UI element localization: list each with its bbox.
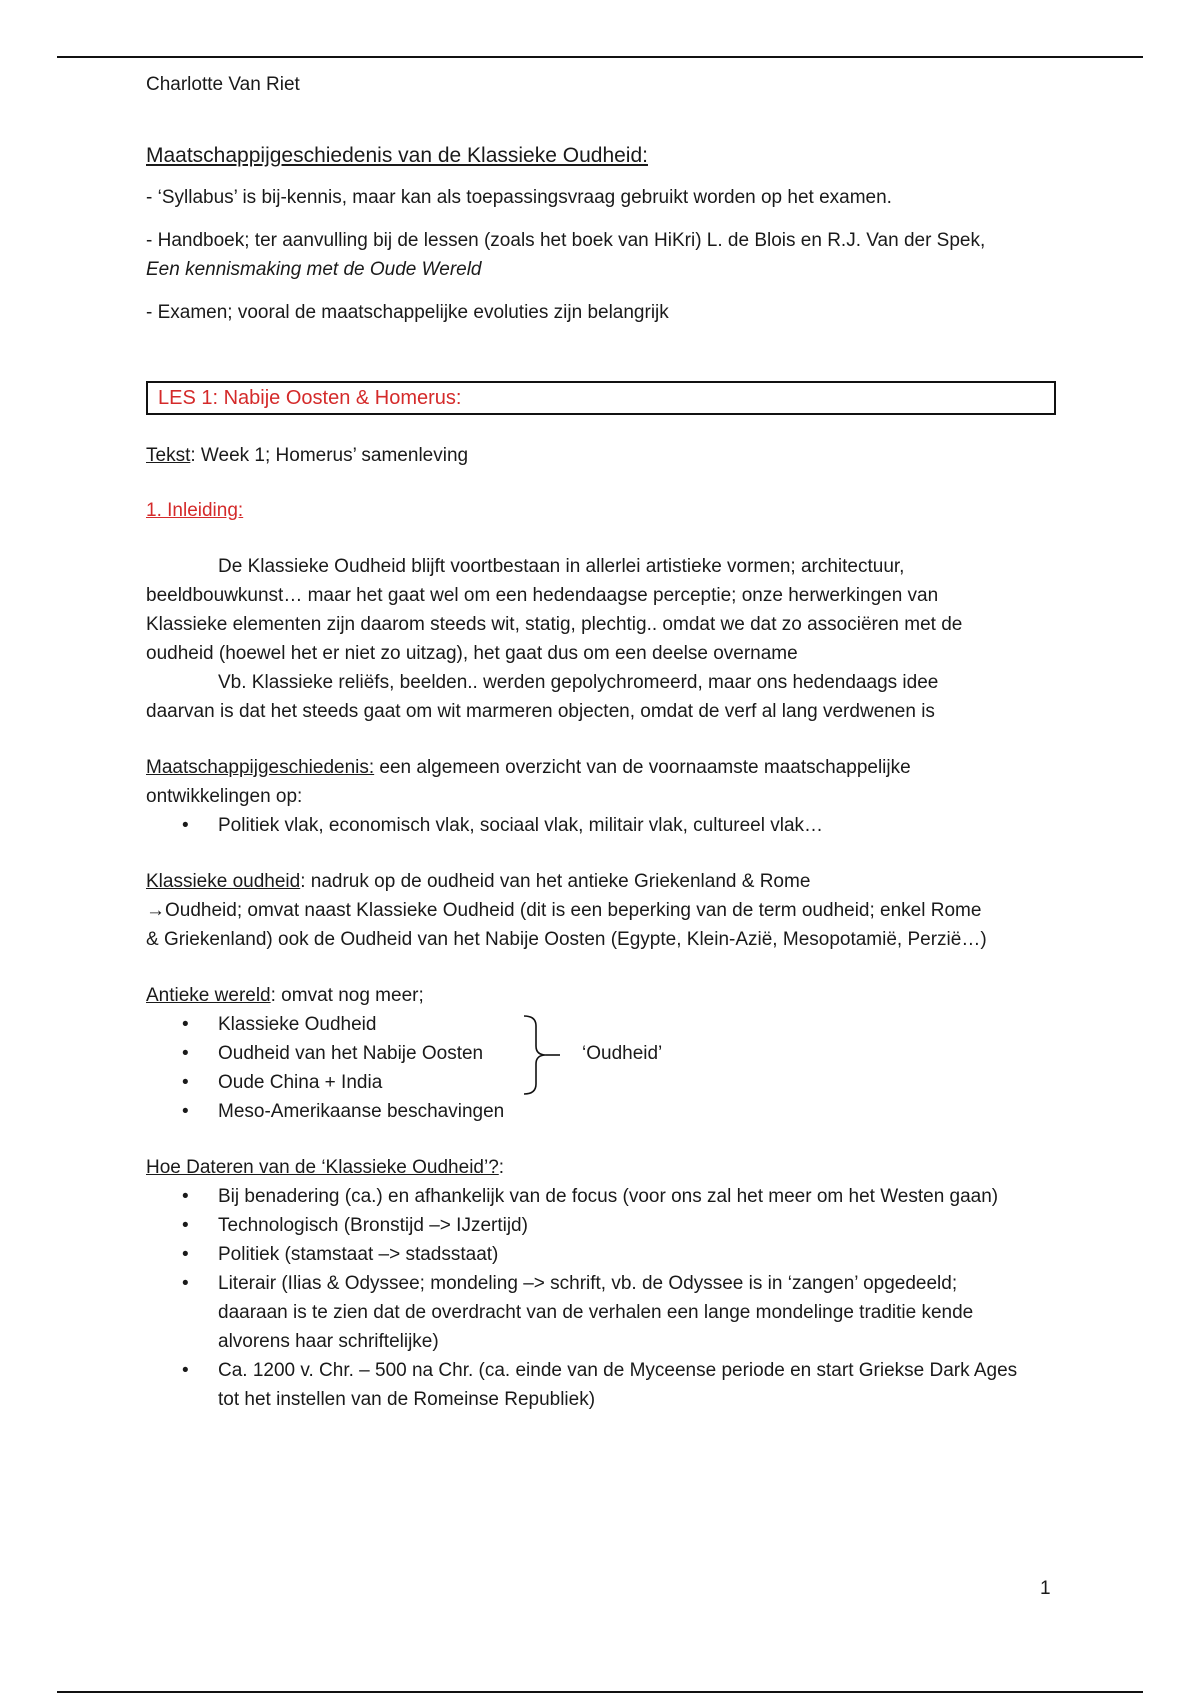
list-item-line: alvorens haar schriftelijke) bbox=[218, 1331, 439, 1352]
dateren-bullets bbox=[146, 1182, 1056, 1414]
maatschappij-bullets bbox=[146, 811, 1056, 840]
intro-handboek-line: - Handboek; ter aanvulling bij de lessen (zoals het boek van HiKri) L. de Blois en R.J. Van der Spek, bbox=[146, 230, 986, 251]
paragraph-line: Klassieke elementen zijn daarom steeds wit, statig, plechtig.. omdat we dat zo associëren met de bbox=[146, 614, 963, 635]
list-item bbox=[218, 1211, 1056, 1240]
lesson-title-box: LES 1: Nabije Oosten & Homerus: bbox=[146, 381, 1056, 415]
definition-term: Maatschappijgeschiedenis: bbox=[146, 757, 375, 778]
definition-line bbox=[146, 1153, 1056, 1182]
definition-text: : omvat nog meer; bbox=[270, 985, 424, 1006]
tekst-line bbox=[146, 441, 1056, 470]
maatschappij-definition bbox=[146, 753, 1056, 840]
intro-examen: - Examen; vooral de maatschappelijke evoluties zijn belangrijk bbox=[146, 302, 669, 323]
definition-term: Antieke wereld bbox=[146, 985, 271, 1006]
intro-syllabus: - ‘Syllabus’ is bij-kennis, maar kan als toepassingsvraag gebruikt worden op het examen. bbox=[146, 187, 892, 208]
intro-handboek-title bbox=[146, 255, 1056, 284]
definition-term: Klassieke oudheid bbox=[146, 871, 301, 892]
document-title: Maatschappijgeschiedenis van de Klassieke Oudheid: bbox=[146, 144, 648, 167]
tekst-value: : Week 1; Homerus’ samenleving bbox=[190, 445, 469, 466]
page-number: 1 bbox=[1040, 1578, 1051, 1599]
list-item-line: • Literair (Ilias & Odyssee; mondeling –> schrift, vb. de Odyssee is in ‘zangen’ opgedeeld; bbox=[218, 1273, 958, 1294]
antieke-bullets bbox=[146, 1010, 1056, 1126]
list-item-line: • Ca. 1200 v. Chr. – 500 na Chr. (ca. einde van de Myceense periode en start Griekse Dark Ages bbox=[218, 1360, 1018, 1381]
list-item-line: Technologisch (Bronstijd –> IJzertijd) bbox=[218, 1215, 528, 1236]
list-item: • Oude China + India bbox=[218, 1068, 1056, 1097]
definition-line bbox=[146, 867, 1056, 896]
paragraph-line: beeldbouwkunst… maar het gaat wel om een hedendaagse perceptie; onze herwerkingen van bbox=[146, 585, 939, 606]
section-heading-inleiding: 1. Inleiding: bbox=[146, 500, 244, 521]
book-title: Een kennismaking met de Oude Wereld bbox=[146, 259, 482, 280]
paragraph-line: De Klassieke Oudheid blijft voortbestaan in allerlei artistieke vormen; architectuur, bbox=[218, 556, 905, 577]
list-item: • Politiek vlak, economisch vlak, sociaal vlak, militair vlak, cultureel vlak… bbox=[218, 811, 1056, 840]
intro-handboek bbox=[146, 226, 1056, 284]
list-item bbox=[218, 1182, 1056, 1211]
author-name: Charlotte Van Riet bbox=[146, 74, 300, 95]
header-rule bbox=[57, 56, 1143, 58]
list-item: • Klassieke Oudheid bbox=[218, 1010, 1056, 1039]
definition-term: Hoe Dateren van de ‘Klassieke Oudheid’? bbox=[146, 1157, 499, 1178]
list-item-line: daaraan is te zien dat de overdracht van de verhalen een lange mondelinge traditie kende bbox=[218, 1302, 974, 1323]
definition-line bbox=[146, 753, 1056, 782]
oudheid-brace-label: ‘Oudheid’ bbox=[582, 1043, 663, 1064]
right-brace-icon bbox=[522, 1014, 562, 1096]
list-item: • Meso-Amerikaanse beschavingen bbox=[218, 1097, 1056, 1126]
list-item-line: Bij benadering (ca.) en afhankelijk van de focus (voor ons zal het meer om het Westen gaan) bbox=[218, 1186, 999, 1207]
definition-colon: : bbox=[498, 1157, 505, 1178]
definition-text: : nadruk op de oudheid van het antieke Griekenland & Rome bbox=[300, 871, 811, 892]
footer-rule bbox=[57, 1691, 1143, 1693]
inleiding-paragraph bbox=[146, 552, 1056, 726]
list-item bbox=[218, 1356, 1056, 1414]
definition-line: →Oudheid; omvat naast Klassieke Oudheid (dit is een beperking van de term oudheid; enkel Rome bbox=[146, 900, 982, 921]
klassieke-definition bbox=[146, 867, 1056, 954]
list-item bbox=[218, 1269, 1056, 1356]
paragraph-line: oudheid (hoewel het er niet zo uitzag), het gaat dus om een deelse overname bbox=[146, 643, 798, 664]
antieke-definition bbox=[146, 981, 1056, 1126]
page-content bbox=[146, 70, 1056, 1414]
oudheid-group bbox=[146, 1010, 1056, 1126]
definition-line: & Griekenland) ook de Oudheid van het Nabije Oosten (Egypte, Klein-Azië, Mesopotamië, Perzië…) bbox=[146, 929, 987, 950]
list-item-line: tot het instellen van de Romeinse Republiek) bbox=[218, 1389, 596, 1410]
dateren-section bbox=[146, 1153, 1056, 1414]
paragraph-line: Vb. Klassieke reliëfs, beelden.. werden gepolychromeerd, maar ons hedendaags idee bbox=[218, 672, 939, 693]
tekst-label: Tekst bbox=[146, 445, 191, 466]
definition-line bbox=[146, 981, 1056, 1010]
definition-line: ontwikkelingen op: bbox=[146, 786, 303, 807]
list-item-line: Politiek (stamstaat –> stadsstaat) bbox=[218, 1244, 499, 1265]
definition-text: een algemeen overzicht van de voornaamste maatschappelijke bbox=[374, 757, 911, 778]
list-item bbox=[218, 1240, 1056, 1269]
list-item: • Oudheid van het Nabije Oosten bbox=[218, 1039, 1056, 1068]
paragraph-line: daarvan is dat het steeds gaat om wit marmeren objecten, omdat de verf al lang verdwenen is bbox=[146, 701, 935, 722]
